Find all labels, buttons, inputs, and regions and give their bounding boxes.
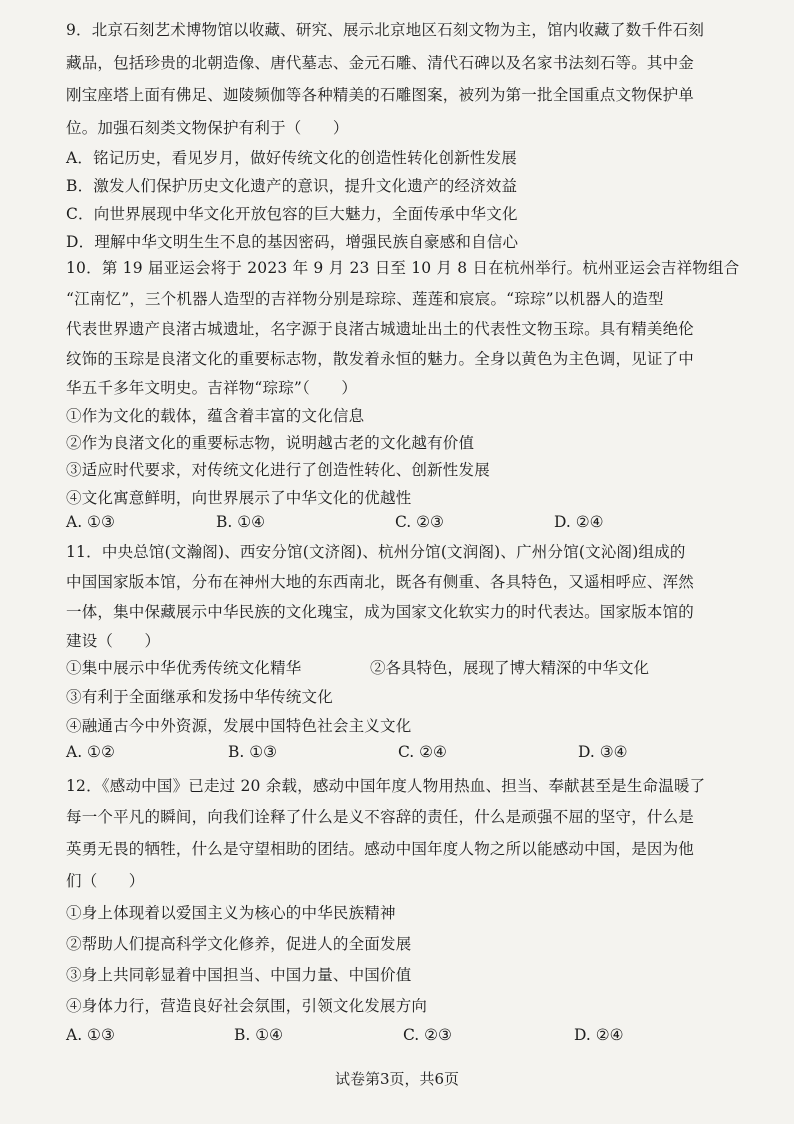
q11-option-c: C. ②④ (398, 743, 447, 761)
q11-statement-2: ②各具特色，展现了博大精深的中华文化 (370, 659, 650, 677)
q11-stem-line: 一体，集中保藏展示中华民族的文化瑰宝，成为国家文化软实力的时代表达。国家版本馆的 (66, 603, 695, 621)
q10-statement-3: ③适应时代要求，对传统文化进行了创造性转化、创新性发展 (66, 461, 490, 479)
q12-option-a: A. ①③ (66, 1026, 115, 1044)
q10-stem-line: 10．第 19 届亚运会将于 2023 年 9 月 23 日至 10 月 8 日在杭州举行。杭州亚运会吉祥物组合 (66, 259, 740, 277)
q9-option-c: C．向世界展现中华文化开放包容的巨大魅力，全面传承中华文化 (66, 205, 518, 223)
q10-stem-line: 华五千多年文明史。吉祥物“琮琮”（ ） (66, 379, 358, 397)
q12-statement-2: ②帮助人们提高科学文化修养，促进人的全面发展 (66, 935, 412, 953)
q11-statement-4: ④融通古今中外资源，发展中国特色社会主义文化 (66, 717, 412, 735)
q11-option-a: A. ①② (66, 743, 115, 761)
q9-option-d: D．理解中华文明生生不息的基因密码，增强民族自豪感和自信心 (66, 233, 519, 251)
q12-statement-1: ①身上体现着以爱国主义为核心的中华民族精神 (66, 904, 396, 922)
q12-stem-line: 每一个平凡的瞬间，向我们诠释了什么是义不容辞的责任，什么是顽强不屈的坚守，什么是 (66, 808, 695, 826)
q12-statement-3: ③身上共同彰显着中国担当、中国力量、中国价值 (66, 966, 412, 984)
q11-statement-3: ③有利于全面继承和发扬中华传统文化 (66, 688, 333, 706)
q12-option-b: B. ①④ (234, 1026, 284, 1044)
q10-option-c: C. ②③ (395, 513, 444, 531)
q9-stem-line: 9．北京石刻艺术博物馆以收藏、研究、展示北京地区石刻文物为主，馆内收藏了数千件石刻 (66, 21, 705, 39)
q12-stem-line: 英勇无畏的牺牲，什么是守望相助的团结。感动中国年度人物之所以能感动中国，是因为他 (66, 840, 695, 858)
q11-option-d: D. ③④ (578, 743, 628, 761)
q11-stem-line: 11．中央总馆(文瀚阁)、西安分馆(文济阁)、杭州分馆(文润阁)、广州分馆(文沁阁)组成的 (66, 543, 686, 561)
q10-stem-line: 纹饰的玉琮是良渚文化的重要标志物，散发着永恒的魅力。全身以黄色为主色调，见证了中 (66, 350, 695, 368)
q9-stem-line: 刚宝座塔上面有佛足、迦陵频伽等各种精美的石雕图案，被列为第一批全国重点文物保护单 (66, 86, 695, 104)
q10-option-d: D. ②④ (554, 513, 604, 531)
q12-stem-line: 们（ ） (66, 872, 145, 890)
q9-stem-line: 藏品，包括珍贵的北朝造像、唐代墓志、金元石雕、清代石碑以及名家书法刻石等。其中金 (66, 54, 695, 72)
q10-stem-line: “江南忆”，三个机器人造型的吉祥物分别是琮琮、莲莲和宸宸。“琮琮”以机器人的造型 (66, 290, 664, 308)
q10-statement-2: ②作为良渚文化的重要标志物，说明越古老的文化越有价值 (66, 434, 475, 452)
q12-option-d: D. ②④ (574, 1026, 624, 1044)
q10-statement-4: ④文化寓意鲜明，向世界展示了中华文化的优越性 (66, 489, 412, 507)
q10-option-b: B. ①④ (216, 513, 266, 531)
q9-option-b: B．激发人们保护历史文化遗产的意识，提升文化遗产的经济效益 (66, 177, 518, 195)
q12-statement-4: ④身体力行，营造良好社会氛围，引领文化发展方向 (66, 997, 428, 1015)
q11-stem-line: 中国国家版本馆，分布在神州大地的东西南北，既各有侧重、各具特色，又遥相呼应、浑然 (66, 573, 695, 591)
q9-option-a: A．铭记历史，看见岁月，做好传统文化的创造性转化创新性发展 (66, 149, 517, 167)
page-footer: 试卷第3页，共6页 (334, 1070, 460, 1088)
q12-option-c: C. ②③ (403, 1026, 452, 1044)
q10-statement-1: ①作为文化的载体，蕴含着丰富的文化信息 (66, 407, 365, 425)
q10-option-a: A. ①③ (66, 513, 115, 531)
q11-stem-line: 建设（ ） (66, 632, 161, 650)
q11-option-b: B. ①③ (228, 743, 278, 761)
q12-stem-line: 12．《感动中国》已走过 20 余载，感动中国年度人物用热血、担当、奉献甚至是生命温暖了 (66, 777, 706, 795)
q9-stem-line: 位。加强石刻类文物保护有利于（ ） (66, 119, 349, 137)
q11-statement-1: ①集中展示中华优秀传统文化精华 (66, 659, 302, 677)
q10-stem-line: 代表世界遗产良渚古城遗址，名字源于良渚古城遗址出土的代表性文物玉琮。具有精美绝伦 (66, 320, 695, 338)
